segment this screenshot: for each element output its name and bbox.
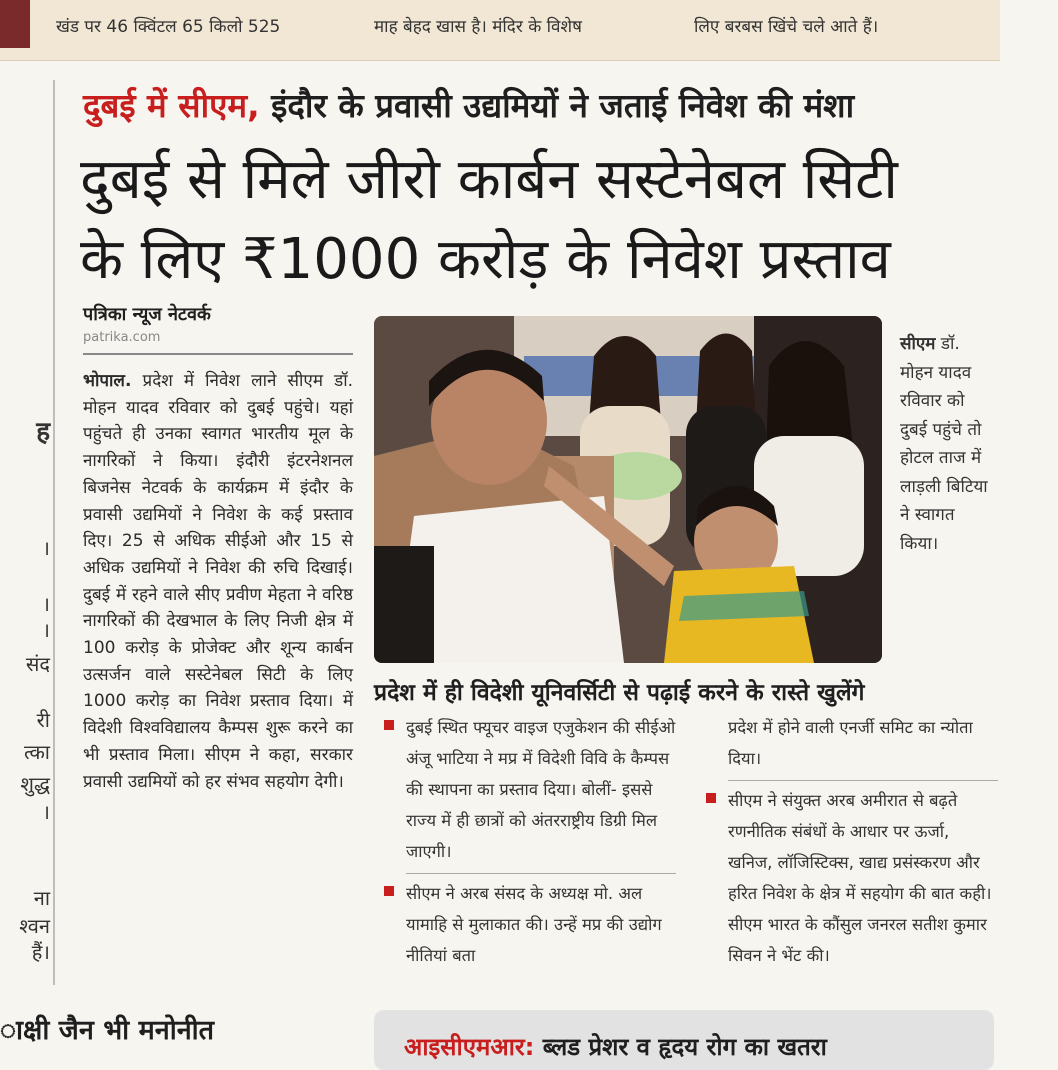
byline: पत्रिका न्यूज नेटवर्क: [83, 304, 211, 325]
article-body-text: प्रदेश में निवेश लाने सीएम डॉ. मोहन यादव रविवार को दुबई पहुंचे। यहां पहुंचते ही उनका स्वागत भारतीय मूल के नागरिकों ने किया। इंदौरी इंटरनेशनल बिजनेस नेटवर्क के कार्यक्रम में इंदौर के प्रवासी उद्यमियों ने निवेश के कई प्रस्ताव दिए। 25 से अधिक सीईओ और 15 से अधिक उद्यमियों ने निवेश की रुचि दिखाई। दुबई में रहने वाले सीए प्रवीण मेहता ने वरिष्ठ नागरिकों की देखभाल के लिए निजी क्षेत्र में 100 करोड़ के प्रोजेक्ट और शून्य कार्बन उत्सर्जन वाले सस्टेनेबल सिटी के लिए 1000 करोड़ का निवेश प्रस्ताव दिया। में विदेशी विश्वविद्यालय कैम्पस शुरू करने का भी प्रस्ताव मिला। सीएम ने कहा, सरकार प्रवासी उद्यमियों को हर संभव सहयोग देगी।: [83, 371, 354, 792]
kicker-text: इंदौर के प्रवासी उद्यमियों ने जताई निवेश की मंशा: [271, 86, 855, 125]
caption-text: डॉ. मोहन यादव रविवार को दुबई पहुंचे तो होटल ताज में लाड़ली बिटिया ने स्वागत किया।: [900, 334, 988, 554]
bullet-square: [706, 793, 716, 803]
left-fragment: ।: [42, 618, 50, 642]
next-story-headline: ाक्षी जैन भी मनोनीत: [0, 1015, 215, 1046]
strip-text-col1: खंड पर 46 क्विंटल 65 किलो 525: [56, 17, 281, 37]
news-photo: [374, 316, 882, 663]
left-fragment: श्वन: [19, 914, 50, 938]
next-story-box-headline: [404, 1030, 827, 1063]
sub-story-item-text: सीएम ने संयुक्त अरब अमीरात से बढ़ते रणनीतिक संबंधों के आधार पर ऊर्जा, खनिज, लॉजिस्टिक्स, खाद्य प्रसंस्करण और हरित निवेश के क्षेत्र में सहयोग की बात कही। सीएम भारत के कौंसुल जनरल सतीश कुमार सिवन ने भेंट की।: [728, 791, 992, 965]
column-divider: [53, 80, 55, 985]
byline-divider: [83, 353, 353, 355]
left-fragment: ।: [42, 536, 50, 560]
photo-illustration: [374, 316, 882, 663]
strip-text-col2: माह बेहद खास है। मंदिर के विशेष: [374, 17, 582, 37]
box-headline-red: आइसीएमआर:: [404, 1033, 535, 1061]
sub-story-item: [728, 785, 998, 971]
left-fragment: हैं।: [31, 940, 50, 964]
dateline: भोपाल.: [83, 371, 132, 391]
left-fragment: ह: [36, 417, 50, 447]
left-fragment: ना: [33, 886, 50, 910]
caption-lead: सीएम: [900, 334, 936, 354]
left-fragment: री: [36, 708, 50, 732]
headline-line-1: दुबई से मिले जीरो कार्बन सस्टेनेबल सिटी: [80, 147, 898, 212]
item-divider: [728, 780, 998, 781]
headline-line-2: के लिए ₹1000 करोड़ के निवेश प्रस्ताव: [80, 227, 891, 292]
left-fragment: शुद्ध: [20, 772, 50, 796]
strip-text-col3: लिए बरबस खिंचे चले आते हैं।: [694, 17, 879, 37]
sub-story-col-2: [728, 712, 998, 971]
photo-caption: [900, 330, 996, 558]
sub-story-item-text: दुबई स्थित फ्यूचर वाइज एजुकेशन की सीईओ अंजू भाटिया ने मप्र में विदेशी विवि के कैम्पस की स्थापना का प्रस्ताव दिया। बोलीं- इससे राज्य में ही छात्रों को अंतरराष्ट्रीय डिग्री मिल जाएगी।: [406, 718, 676, 861]
item-divider: [406, 873, 676, 874]
kicker-red: दुबई में सीएम,: [83, 86, 260, 125]
article-headline: [80, 140, 1010, 300]
byline-site: patrika.com: [83, 330, 161, 345]
bullet-square: [384, 886, 394, 896]
sub-story-continuation: प्रदेश में होने वाली एनर्जी समिट का न्योता दिया।: [728, 718, 973, 768]
left-fragment: ।: [42, 592, 50, 616]
article-body: [83, 368, 353, 795]
left-fragment: संद: [25, 652, 50, 676]
sub-story-headline: प्रदेश में ही विदेशी यूनिवर्सिटी से पढ़ाई करने के रास्ते खुलेंगे: [374, 680, 865, 706]
sub-story-item: [406, 878, 676, 971]
left-fragment: त्का: [24, 740, 50, 764]
box-headline-text: ब्लड प्रेशर व हृदय रोग का खतरा: [542, 1033, 827, 1061]
strip-thumbnail-image: [0, 0, 30, 48]
sub-story-col-1: [406, 712, 676, 971]
sub-story-item-text: सीएम ने अरब संसद के अध्यक्ष मो. अल यामाहि से मुलाकात की। उन्हें मप्र की उद्योग नीतियां बता: [406, 884, 662, 965]
sub-story-item: [406, 712, 676, 867]
left-fragment: ।: [42, 800, 50, 824]
bullet-square: [384, 720, 394, 730]
article-kicker: [83, 84, 963, 128]
